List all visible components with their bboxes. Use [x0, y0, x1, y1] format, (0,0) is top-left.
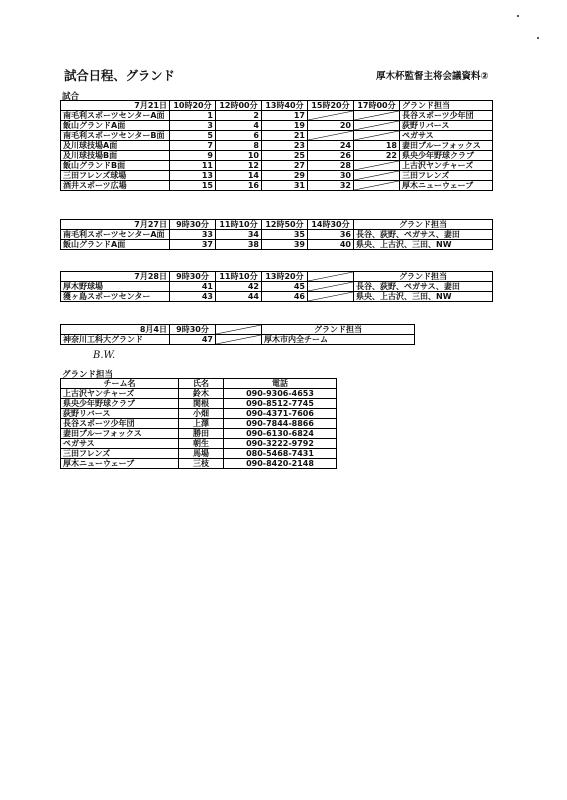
person-name-cell: 上澤: [179, 419, 224, 429]
empty-slot-slash: [216, 335, 261, 344]
contacts-table: [60, 378, 337, 469]
venue-cell: 獲ヶ島スポーツセンター: [61, 292, 170, 302]
table-row: [61, 449, 337, 459]
venue-cell: 酒井スポーツ広場: [61, 181, 170, 191]
game-number-cell: 43: [170, 292, 216, 302]
phone-cell: 090-4371-7606: [224, 409, 337, 419]
game-number-cell: [308, 282, 354, 292]
game-number-cell: 31: [262, 181, 308, 191]
table-row: [61, 399, 337, 409]
table-row: [61, 230, 493, 240]
table-header-row: [61, 379, 337, 389]
table-row: [61, 389, 337, 399]
ground-duty-cell: 厚木市内全チーム: [262, 335, 415, 345]
time-slot-header: [308, 272, 354, 282]
game-number-cell: 5: [170, 131, 216, 141]
game-number-cell: [308, 292, 354, 302]
game-number-cell: 40: [308, 240, 354, 250]
game-number-cell: 8: [216, 141, 262, 151]
game-number-cell: 44: [216, 292, 262, 302]
empty-slot-slash: [216, 325, 261, 334]
game-number-cell: 10: [216, 151, 262, 161]
time-slot-header: 12時50分: [262, 220, 308, 230]
empty-slot-slash: [308, 131, 353, 140]
game-number-cell: 4: [216, 121, 262, 131]
empty-slot-slash: [354, 111, 399, 120]
scan-speck: [537, 37, 539, 39]
table-row: [61, 171, 493, 181]
table-row: [61, 419, 337, 429]
game-number-cell: 18: [354, 141, 400, 151]
page-title: 試合日程、グランド: [64, 68, 175, 83]
table-row: [61, 292, 493, 302]
ground-duty-header: グランド担当: [262, 325, 415, 335]
venue-cell: 飯山グランドB面: [61, 161, 170, 171]
game-number-cell: 35: [262, 230, 308, 240]
game-number-cell: 2: [216, 111, 262, 121]
game-number-cell: 12: [216, 161, 262, 171]
team-name-cell: 荻野リバース: [61, 409, 179, 419]
venue-cell: 厚木野球場: [61, 282, 170, 292]
schedule-table-jul28: [60, 271, 493, 302]
section-label-matches: 試合: [62, 92, 80, 102]
phone-cell: 090-3222-9792: [224, 439, 337, 449]
date-header: 8月4日: [61, 325, 170, 335]
game-number-cell: 17: [262, 111, 308, 121]
game-number-cell: [354, 181, 400, 191]
table-header-row: [61, 101, 493, 111]
game-number-cell: 34: [216, 230, 262, 240]
game-number-cell: 32: [308, 181, 354, 191]
team-name-cell: 長谷スポーツ少年団: [61, 419, 179, 429]
ground-duty-cell: 三田フレンズ: [400, 171, 493, 181]
person-name-cell: 鈴木: [179, 389, 224, 399]
empty-slot-slash: [354, 121, 399, 130]
table-row: [61, 141, 493, 151]
team-name-cell: 上古沢ヤンチャーズ: [61, 389, 179, 399]
empty-slot-slash: [354, 171, 399, 180]
game-number-cell: 41: [170, 282, 216, 292]
person-name-cell: 小畑: [179, 409, 224, 419]
empty-slot-slash: [308, 292, 353, 301]
table-row: [61, 181, 493, 191]
table-row: [61, 240, 493, 250]
game-number-cell: 24: [308, 141, 354, 151]
team-name-cell: ペガサス: [61, 439, 179, 449]
venue-cell: 三田フレンズ球場: [61, 171, 170, 181]
venue-cell: 及川球技場B面: [61, 151, 170, 161]
time-slot-header: 9時30分: [170, 272, 216, 282]
venue-cell: 南毛利スポーツセンターA面: [61, 230, 170, 240]
table-header-row: [61, 325, 415, 335]
ground-duty-header: グランド担当: [400, 101, 493, 111]
game-number-cell: 46: [262, 292, 308, 302]
date-header: 7月27日: [61, 220, 170, 230]
time-slot-header: [216, 325, 262, 335]
ground-duty-cell: 妻田ブルーフォックス: [400, 141, 493, 151]
table-row: [61, 335, 415, 345]
game-number-cell: 9: [170, 151, 216, 161]
game-number-cell: 27: [262, 161, 308, 171]
ground-duty-cell: 上古沢ヤンチャーズ: [400, 161, 493, 171]
game-number-cell: 14: [216, 171, 262, 181]
table-row: [61, 121, 493, 131]
team-name-cell: 県央少年野球クラブ: [61, 399, 179, 409]
venue-cell: 飯山グランドA面: [61, 121, 170, 131]
empty-slot-slash: [354, 131, 399, 140]
game-number-cell: [216, 335, 262, 345]
empty-slot-slash: [354, 161, 399, 170]
table-row: [61, 111, 493, 121]
game-number-cell: [354, 121, 400, 131]
time-slot-header: 13時20分: [262, 272, 308, 282]
game-number-cell: 11: [170, 161, 216, 171]
ground-duty-header: グランド担当: [354, 220, 493, 230]
venue-cell: 神奈川工科大グランド: [61, 335, 170, 345]
person-name-cell: 勝田: [179, 429, 224, 439]
team-name-cell: 三田フレンズ: [61, 449, 179, 459]
schedule-table-aug4: [60, 324, 415, 345]
section-label-ground-duty: グランド担当: [62, 370, 114, 380]
time-slot-header: 9時30分: [170, 220, 216, 230]
date-header: 7月21日: [61, 101, 170, 111]
venue-cell: 南毛利スポーツセンターB面: [61, 131, 170, 141]
table-row: [61, 459, 337, 469]
table-row: [61, 439, 337, 449]
game-number-cell: 42: [216, 282, 262, 292]
game-number-cell: 39: [262, 240, 308, 250]
game-number-cell: 30: [308, 171, 354, 181]
game-number-cell: 25: [262, 151, 308, 161]
game-number-cell: 29: [262, 171, 308, 181]
table-row: [61, 282, 493, 292]
table-header-row: [61, 220, 493, 230]
phone-header: 電話: [224, 379, 337, 389]
phone-cell: 090-8420-2148: [224, 459, 337, 469]
venue-cell: 南毛利スポーツセンターA面: [61, 111, 170, 121]
time-slot-header: 12時00分: [216, 101, 262, 111]
ground-duty-header: グランド担当: [354, 272, 493, 282]
time-slot-header: 15時20分: [308, 101, 354, 111]
game-number-cell: 20: [308, 121, 354, 131]
game-number-cell: 13: [170, 171, 216, 181]
game-number-cell: 33: [170, 230, 216, 240]
person-name-cell: 馬場: [179, 449, 224, 459]
ground-duty-cell: 長谷スポーツ少年団: [400, 111, 493, 121]
time-slot-header: 11時10分: [216, 220, 262, 230]
time-slot-header: 13時40分: [262, 101, 308, 111]
team-name-cell: 厚木ニューウェーブ: [61, 459, 179, 469]
person-name-cell: 関根: [179, 399, 224, 409]
empty-slot-slash: [308, 111, 353, 120]
game-number-cell: 37: [170, 240, 216, 250]
phone-cell: 080-5468-7431: [224, 449, 337, 459]
venue-cell: 飯山グランドA面: [61, 240, 170, 250]
scan-speck: [517, 15, 519, 17]
game-number-cell: 47: [170, 335, 216, 345]
ground-duty-cell: 荻野リバース: [400, 121, 493, 131]
game-number-cell: 28: [308, 161, 354, 171]
table-row: [61, 429, 337, 439]
table-row: [61, 151, 493, 161]
table-row: [61, 161, 493, 171]
person-name-cell: 朝生: [179, 439, 224, 449]
empty-slot-slash: [354, 181, 399, 190]
ground-duty-cell: 厚木ニューウェーブ: [400, 181, 493, 191]
ground-duty-cell: 県央、上古沢、三田、NW: [354, 240, 493, 250]
game-number-cell: 15: [170, 181, 216, 191]
game-number-cell: 6: [216, 131, 262, 141]
time-slot-header: 9時30分: [170, 325, 216, 335]
phone-cell: 090-9306-4653: [224, 389, 337, 399]
document-subtitle: 厚木杯監督主将会議資料②: [376, 71, 489, 82]
game-number-cell: 26: [308, 151, 354, 161]
game-number-cell: 16: [216, 181, 262, 191]
date-header: 7月28日: [61, 272, 170, 282]
game-number-cell: [354, 131, 400, 141]
empty-slot-slash: [308, 272, 353, 281]
time-slot-header: 17時00分: [354, 101, 400, 111]
ground-duty-cell: 長谷、荻野、ペガサス、妻田: [354, 230, 493, 240]
game-number-cell: 45: [262, 282, 308, 292]
handwritten-note: B.W.: [93, 350, 116, 361]
team-name-cell: 妻田ブルーフォックス: [61, 429, 179, 439]
time-slot-header: 11時10分: [216, 272, 262, 282]
game-number-cell: 7: [170, 141, 216, 151]
game-number-cell: [354, 161, 400, 171]
ground-duty-cell: ペガサス: [400, 131, 493, 141]
game-number-cell: 36: [308, 230, 354, 240]
phone-cell: 090-6130-6824: [224, 429, 337, 439]
phone-cell: 090-8512-7745: [224, 399, 337, 409]
table-row: [61, 409, 337, 419]
phone-cell: 090-7844-8866: [224, 419, 337, 429]
game-number-cell: 21: [262, 131, 308, 141]
table-header-row: [61, 272, 493, 282]
empty-slot-slash: [308, 282, 353, 291]
ground-duty-cell: 長谷、荻野、ペガサス、妻田: [354, 282, 493, 292]
time-slot-header: 14時30分: [308, 220, 354, 230]
game-number-cell: [308, 111, 354, 121]
schedule-table-jul21: [60, 100, 493, 191]
game-number-cell: 23: [262, 141, 308, 151]
team-name-header: チーム名: [61, 379, 179, 389]
game-number-cell: 38: [216, 240, 262, 250]
person-name-header: 氏名: [179, 379, 224, 389]
ground-duty-cell: 県央少年野球クラブ: [400, 151, 493, 161]
game-number-cell: 19: [262, 121, 308, 131]
table-row: [61, 131, 493, 141]
game-number-cell: [354, 171, 400, 181]
game-number-cell: [354, 111, 400, 121]
game-number-cell: 3: [170, 121, 216, 131]
time-slot-header: 10時20分: [170, 101, 216, 111]
game-number-cell: 1: [170, 111, 216, 121]
venue-cell: 及川球技場A面: [61, 141, 170, 151]
game-number-cell: 22: [354, 151, 400, 161]
ground-duty-cell: 県央、上古沢、三田、NW: [354, 292, 493, 302]
person-name-cell: 三枝: [179, 459, 224, 469]
schedule-table-jul27: [60, 219, 493, 250]
game-number-cell: [308, 131, 354, 141]
